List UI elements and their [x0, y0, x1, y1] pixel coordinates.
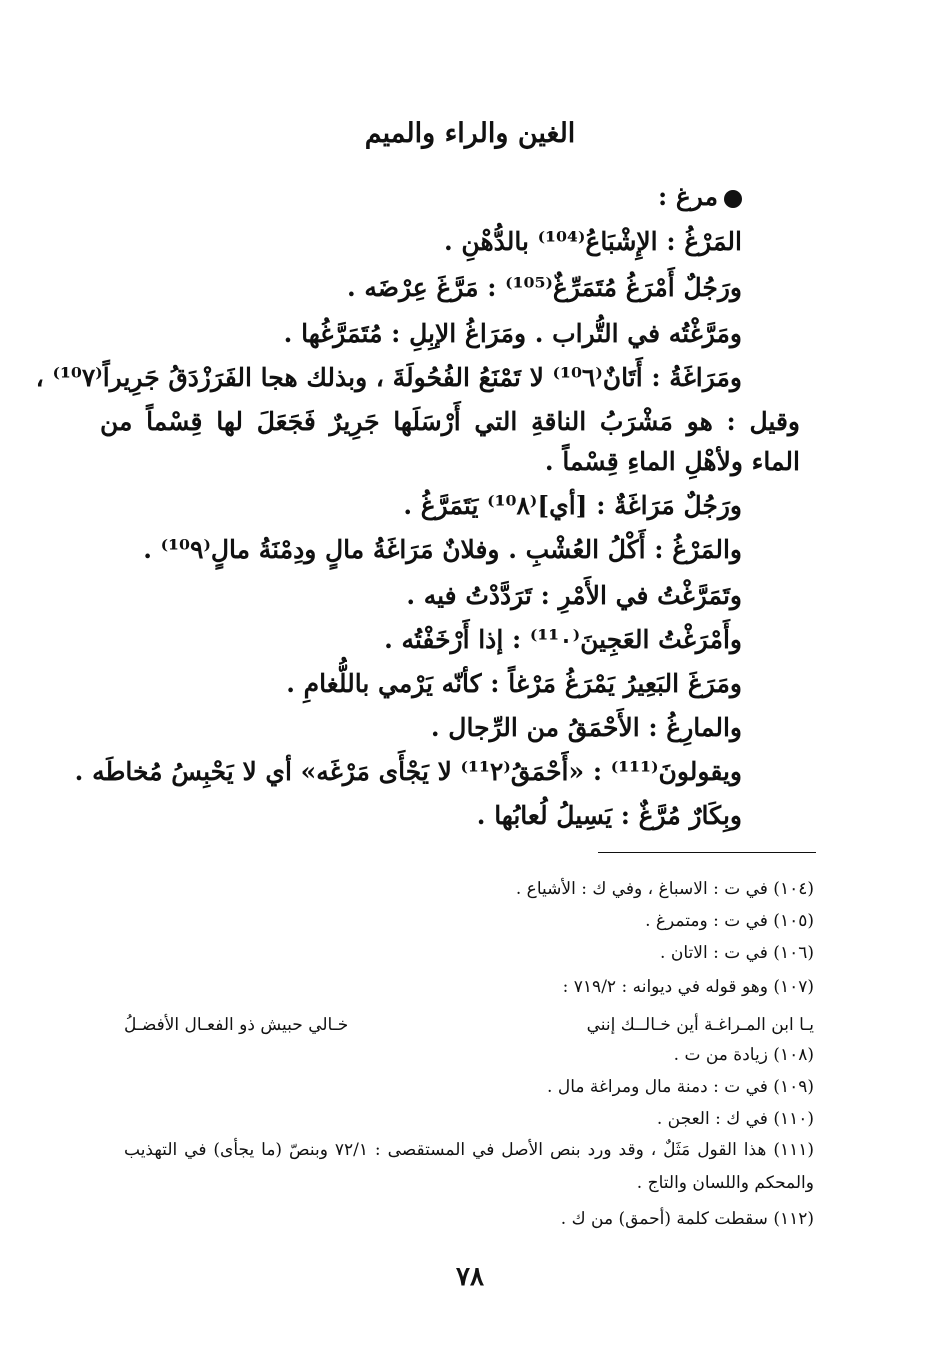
text-line: ومَرَغَ البَعِيرُ يَمْرَغُ مَرْغاً : كأنّه يَرْمي باللُّغامِ .	[286, 669, 742, 698]
text-paragraph: وقيل : هو مَشْرَبُ الناقةِ التي أَرْسَلَها جَرِيرٌ فَجَعَلَ لها قِسْماً من الماء ولأهْلِ الماءِ قِسْماً .	[100, 407, 800, 476]
footnote-divider	[598, 852, 816, 853]
footnote: (١١١) هذا القول مَثَلٌ ، وقد ورد بنص الأصل في المستقصى : ٧٢/١ وبنصّ (ما يجأى) في التهذيب والمحكم واللسان والتاج .	[124, 1140, 814, 1193]
footnote: (١٠٧) وهو قوله في ديوانه : ٧١٩/٢ :	[562, 977, 814, 997]
bullet-icon	[724, 190, 742, 208]
text-line: وتَمَرَّغْتُ في الأَمْرِ : تَرَدَّدْتُ فيه .	[406, 581, 742, 610]
text-line: وأَمْرَغْتُ العَجِينَ⁽¹¹٠⁾ : إذا أَرْخَفْتُه .	[384, 625, 742, 654]
footnote: (١٠٦) في ت : الاتان .	[660, 943, 814, 963]
text-line: المَرْغُ : الإِشْبَاعُ⁽¹⁰⁴⁾ بالدُّهْنِ .	[444, 227, 742, 256]
text-line: ويقولونَ⁽¹¹¹⁾ : «أَحْمَقُ⁽¹¹٢⁾ لا يَجْأَى مَرْغَه» أي لا يَحْبِسُ مُخاطَه .	[74, 757, 742, 786]
footnote: (١٠٥) في ت : ومتمرغ .	[645, 911, 814, 931]
entry-heading	[658, 182, 742, 211]
verse-hemistich-first: يـا ابن المـراغـة أين خـالــك إنني	[586, 1015, 814, 1035]
page-title: الغين والراء والميم	[364, 118, 576, 149]
page-number: ٧٨	[456, 1262, 484, 1292]
footnote: (١٠٤) في ت : الاسباغ ، وفي ك : الأشياع .	[515, 879, 814, 899]
entry-heading-text: مرغ :	[657, 182, 718, 211]
footnote: (١١٠) في ك : العجن .	[656, 1109, 814, 1129]
text-line: والمَرْغُ : أَكْلُ العُشْبِ . وفلانٌ مَرَاغَةُ مالٍ ودِمْنَةُ مالٍ⁽¹⁰٩⁾ .	[143, 535, 742, 564]
footnote: (١٠٨) زيادة من ت .	[673, 1045, 814, 1065]
text-line: ومَرَّغْتُه في التُّراب . ومَرَاغُ الإبِلِ : مُتَمَرَّغُها .	[283, 319, 742, 348]
poem-verse	[124, 1012, 814, 1038]
text-line: ورَجُلٌ مَرَاغَةٌ : [أي]⁽¹⁰٨⁾ يَتَمَرَّغُ .	[403, 491, 742, 520]
text-line: وبِكَارٌ مُرَّغٌ : يَسِيلُ لُعابُها .	[476, 801, 742, 830]
text-line: ورَجُلٌ أَمْرَغُ مُتَمَرِّغٌ⁽¹⁰⁵⁾ : مَرَّغَ عِرْضَه .	[346, 273, 742, 302]
footnote: (١١٢) سقطت كلمة (أحمق) من ك .	[560, 1209, 814, 1229]
verse-hemistich-second: خـالي حبيش ذو الفعـال الأفضـلُ	[124, 1015, 349, 1035]
footnote: (١٠٩) في ت : دمنة مال ومراغة مال .	[547, 1077, 814, 1097]
text-line: ومَرَاغَةُ : أَتَانٌ⁽¹⁰٦⁾ لا تَمْنَعُ الفُحُولَةَ ، وبذلك هجا الفَرَزْدَقُ جَرِيراً⁽¹⁰٧⁾ ،	[35, 363, 742, 392]
text-line: والمارِغُ : الأَحْمَقُ من الرِّجال .	[430, 713, 742, 742]
